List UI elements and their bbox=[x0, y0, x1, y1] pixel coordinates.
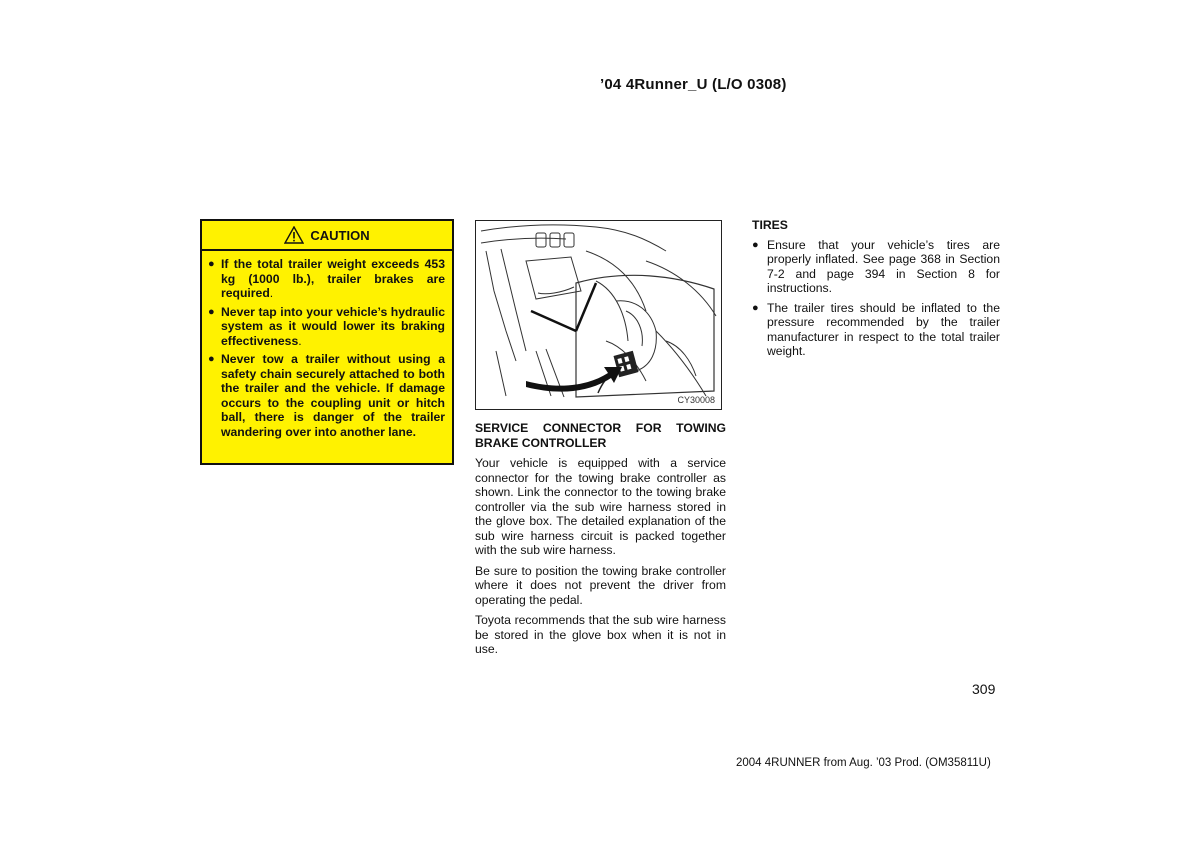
caution-item-text: If the total trailer weight exceeds 453 kg (1000 lb.), trailer brakes are required bbox=[221, 257, 445, 300]
body-paragraph: Toyota recommends that the sub wire harness be stored in the glove box when it is not in use. bbox=[475, 613, 726, 656]
list-item bbox=[752, 301, 1000, 359]
list-item-text: The trailer tires should be inflated to the pressure recommended by the trailer manufacturer in respect to the total trailer weight. bbox=[767, 300, 1000, 358]
body-paragraph: Your vehicle is equipped with a service connector for the towing brake controller as shown. Link the connector to the towing brake controller via the sub wire harness stored in the glove box. The detailed explanation of the sub wire harness circuit is packed together with the sub wire harness. bbox=[475, 456, 726, 557]
caution-item-text: Never tow a trailer without using a safety chain securely attached to both the trailer and the vehicle. If damage occurs to the coupling unit or hitch ball, there is danger of the trailer wandering over into another lane. bbox=[221, 352, 445, 439]
caution-item bbox=[208, 352, 445, 439]
section-heading: SERVICE CONNECTOR FOR TOWING BRAKE CONTROLLER bbox=[475, 421, 726, 450]
caution-item-tail: . bbox=[269, 286, 274, 300]
service-connector-section bbox=[475, 421, 726, 663]
tires-section bbox=[752, 218, 1000, 364]
caution-list bbox=[202, 251, 452, 439]
caution-title: CAUTION bbox=[310, 227, 370, 243]
tires-list bbox=[752, 238, 1000, 359]
bullet-icon: ● bbox=[752, 238, 759, 251]
caution-item-tail: . bbox=[298, 333, 302, 348]
caution-item bbox=[208, 257, 445, 301]
document-header: ’04 4Runner_U (L/O 0308) bbox=[600, 76, 787, 93]
service-connector-illustration bbox=[475, 220, 722, 410]
caution-box bbox=[200, 219, 454, 465]
warning-triangle-icon bbox=[284, 226, 304, 244]
page-footer: 2004 4RUNNER from Aug. ’03 Prod. (OM35811U) bbox=[736, 757, 991, 769]
dashboard-drawing bbox=[476, 221, 721, 409]
bullet-icon: ● bbox=[752, 301, 759, 314]
figure-code: CY30008 bbox=[677, 395, 715, 405]
bullet-icon: ● bbox=[208, 305, 215, 318]
bullet-icon: ● bbox=[208, 258, 215, 270]
body-paragraph: Be sure to position the towing brake controller where it does not prevent the driver from operating the pedal. bbox=[475, 563, 726, 607]
caution-item-text: Never tap into your vehicle’s hydraulic system as it would lower its braking effectiveness bbox=[221, 304, 445, 348]
caution-header bbox=[202, 221, 452, 251]
page-number: 309 bbox=[972, 681, 996, 697]
caution-item bbox=[208, 305, 445, 349]
section-heading: TIRES bbox=[752, 218, 788, 232]
list-item-text: Ensure that your vehicle’s tires are properly inflated. See page 368 in Section 7-2 and page 394 in Section 8 for instructions. bbox=[767, 237, 1000, 295]
list-item bbox=[752, 238, 1000, 296]
bullet-icon: ● bbox=[208, 353, 215, 365]
